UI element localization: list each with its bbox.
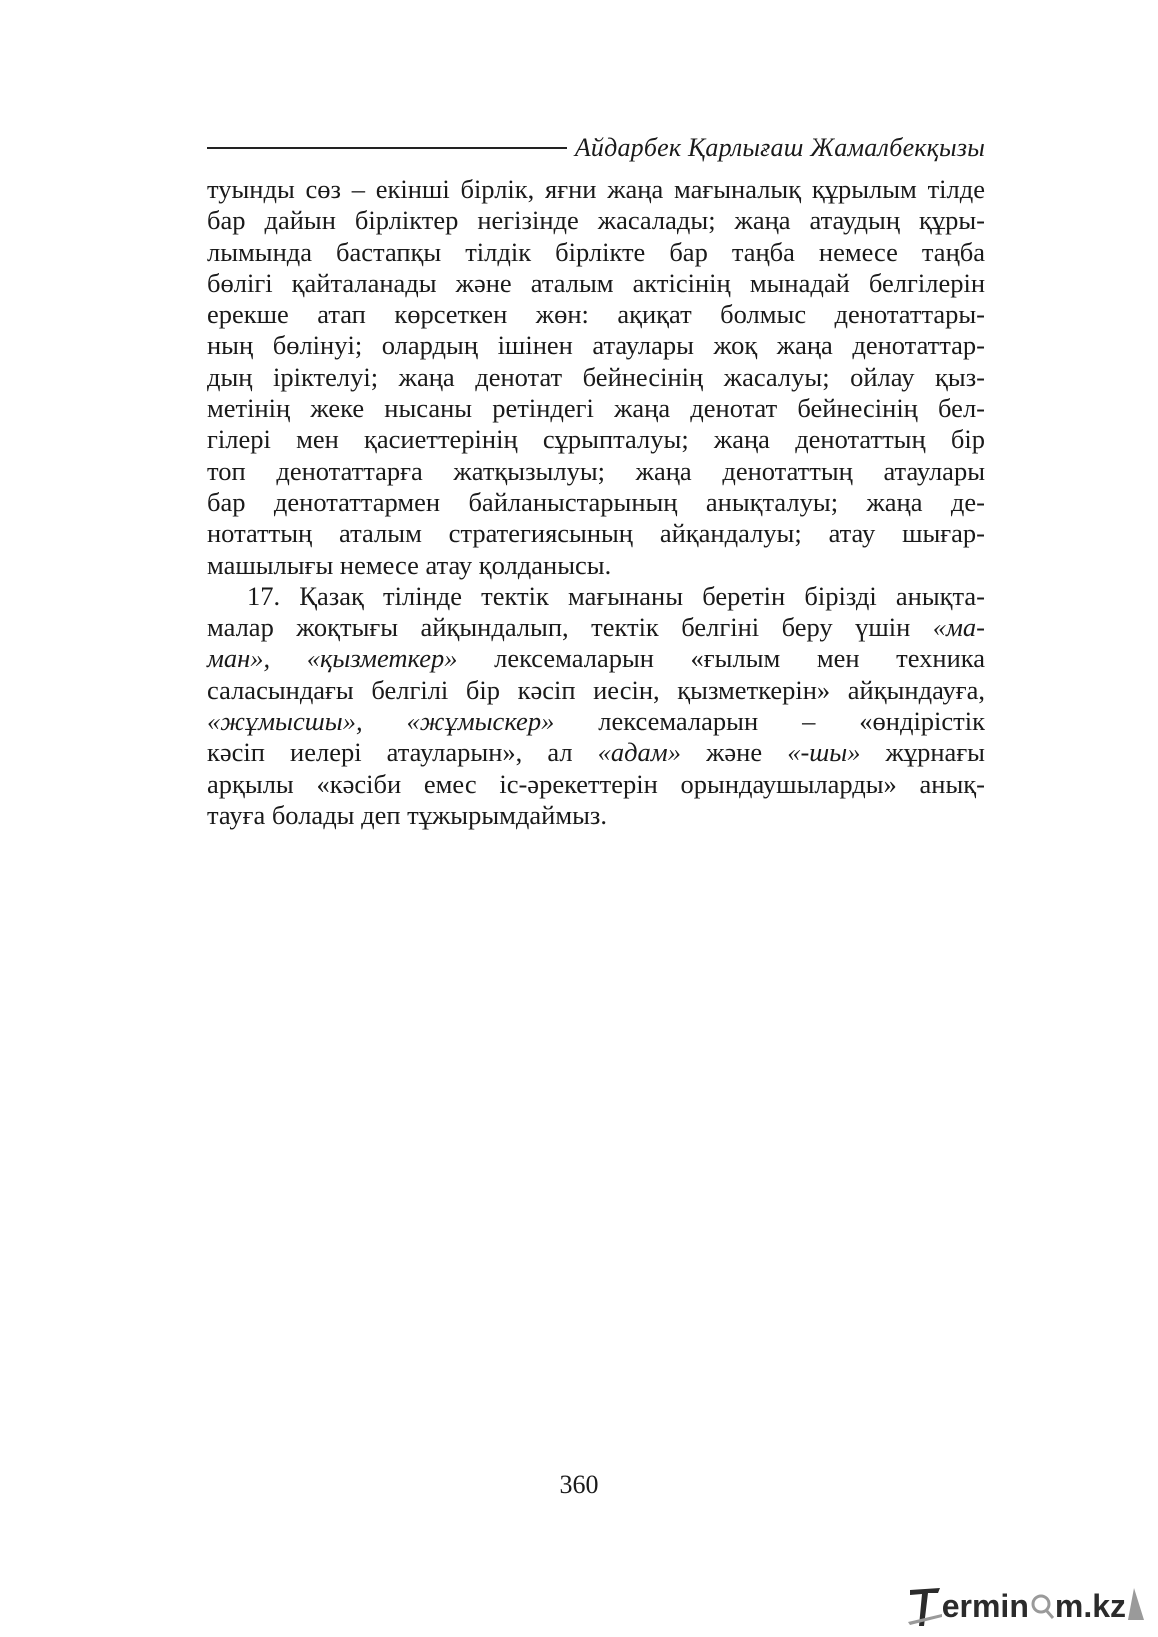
text-line [207, 612, 985, 643]
text-line: туынды сөз – екінші бірлік, яғни жаңа мағыналық құрылым тілде [207, 174, 985, 204]
text-run: лексемаларын – «өндірістік [554, 706, 985, 737]
text-line: нотаттың аталым стратегиясының айқандалуы; атау шығар- [207, 518, 985, 549]
text-run: жұрнағы [860, 737, 985, 768]
text-run: лексемаларын «ғылым мен техника [457, 643, 985, 674]
text-line: ның бөлінуі; олардың ішінен атаулары жоқ жаңа денотаттар- [207, 330, 985, 361]
site-watermark [908, 1581, 1146, 1631]
text-run: және [680, 737, 788, 768]
text-line: лымында бастапқы тілдік бірлікте бар таңба немесе таңба [207, 236, 985, 267]
magnifier-icon [1029, 1591, 1055, 1621]
text-line [207, 737, 985, 768]
text-line: саласындағы белгілі бір кәсіп иесін, қызметкерін» айқындауға, [207, 674, 985, 705]
italic-term: ман», «қызметкер» [207, 643, 458, 674]
header-author: Айдарбек Қарлығаш Жамалбекқызы [574, 133, 985, 162]
t-logo-icon [908, 1584, 942, 1628]
sail-icon [1126, 1586, 1146, 1626]
text-line: арқылы «кәсіби емес іс-әрекеттерін орындаушыларды» анық- [207, 768, 985, 799]
paragraph-1 [207, 174, 985, 581]
text-line: дың іріктелуі; жаңа денотат бейнесінің жасалуы; ойлау қыз- [207, 361, 985, 392]
text-run: малар жоқтығы айқындалып, тектік белгіні беру үшін [207, 612, 933, 643]
text-line [207, 706, 985, 737]
italic-term: «-шы» [787, 737, 861, 768]
text-run: кәсіп иелері атауларын», ал [207, 737, 598, 768]
text-line: тауға болады деп тұжырымдаймыз. [207, 799, 608, 830]
text-line: топ денотаттарға жатқызылуы; жаңа денотаттың атаулары [207, 455, 985, 486]
body-text [207, 174, 985, 831]
italic-term: «ма- [932, 612, 985, 643]
text-line: машылығы немесе атау қолданысы. [207, 549, 612, 580]
text-line: бар денотаттармен байланыстарының анықталуы; жаңа де- [207, 486, 985, 517]
header-rule [207, 147, 567, 149]
italic-term: «жұмысшы», «жұмыскер» [207, 706, 555, 737]
watermark-text-b: m.kz [1054, 1587, 1126, 1624]
text-line: 17. Қазақ тілінде тектік мағынаны беретін бірізді анықта- [247, 580, 985, 611]
paragraph-2 [207, 581, 985, 831]
page-number: 360 [559, 1470, 599, 1499]
text-line: метінің жеке нысаны ретіндегі жаңа денотат бейнесінің бел- [207, 393, 985, 424]
running-header [207, 130, 985, 166]
italic-term: «адам» [597, 737, 681, 768]
text-line [207, 643, 985, 674]
text-line: ерекше атап көрсеткен жөн: ақиқат болмыс денотаттары- [207, 299, 985, 330]
watermark-text-a: ermin [941, 1587, 1029, 1624]
text-line: бар дайын бірліктер негізінде жасалады; жаңа атаудың құры- [207, 205, 985, 236]
text-line: бөлігі қайталанады және аталым актісінің мынадай белгілерін [207, 267, 985, 298]
text-line: гілері мен қасиеттерінің сұрыпталуы; жаңа денотаттың бір [207, 424, 985, 455]
